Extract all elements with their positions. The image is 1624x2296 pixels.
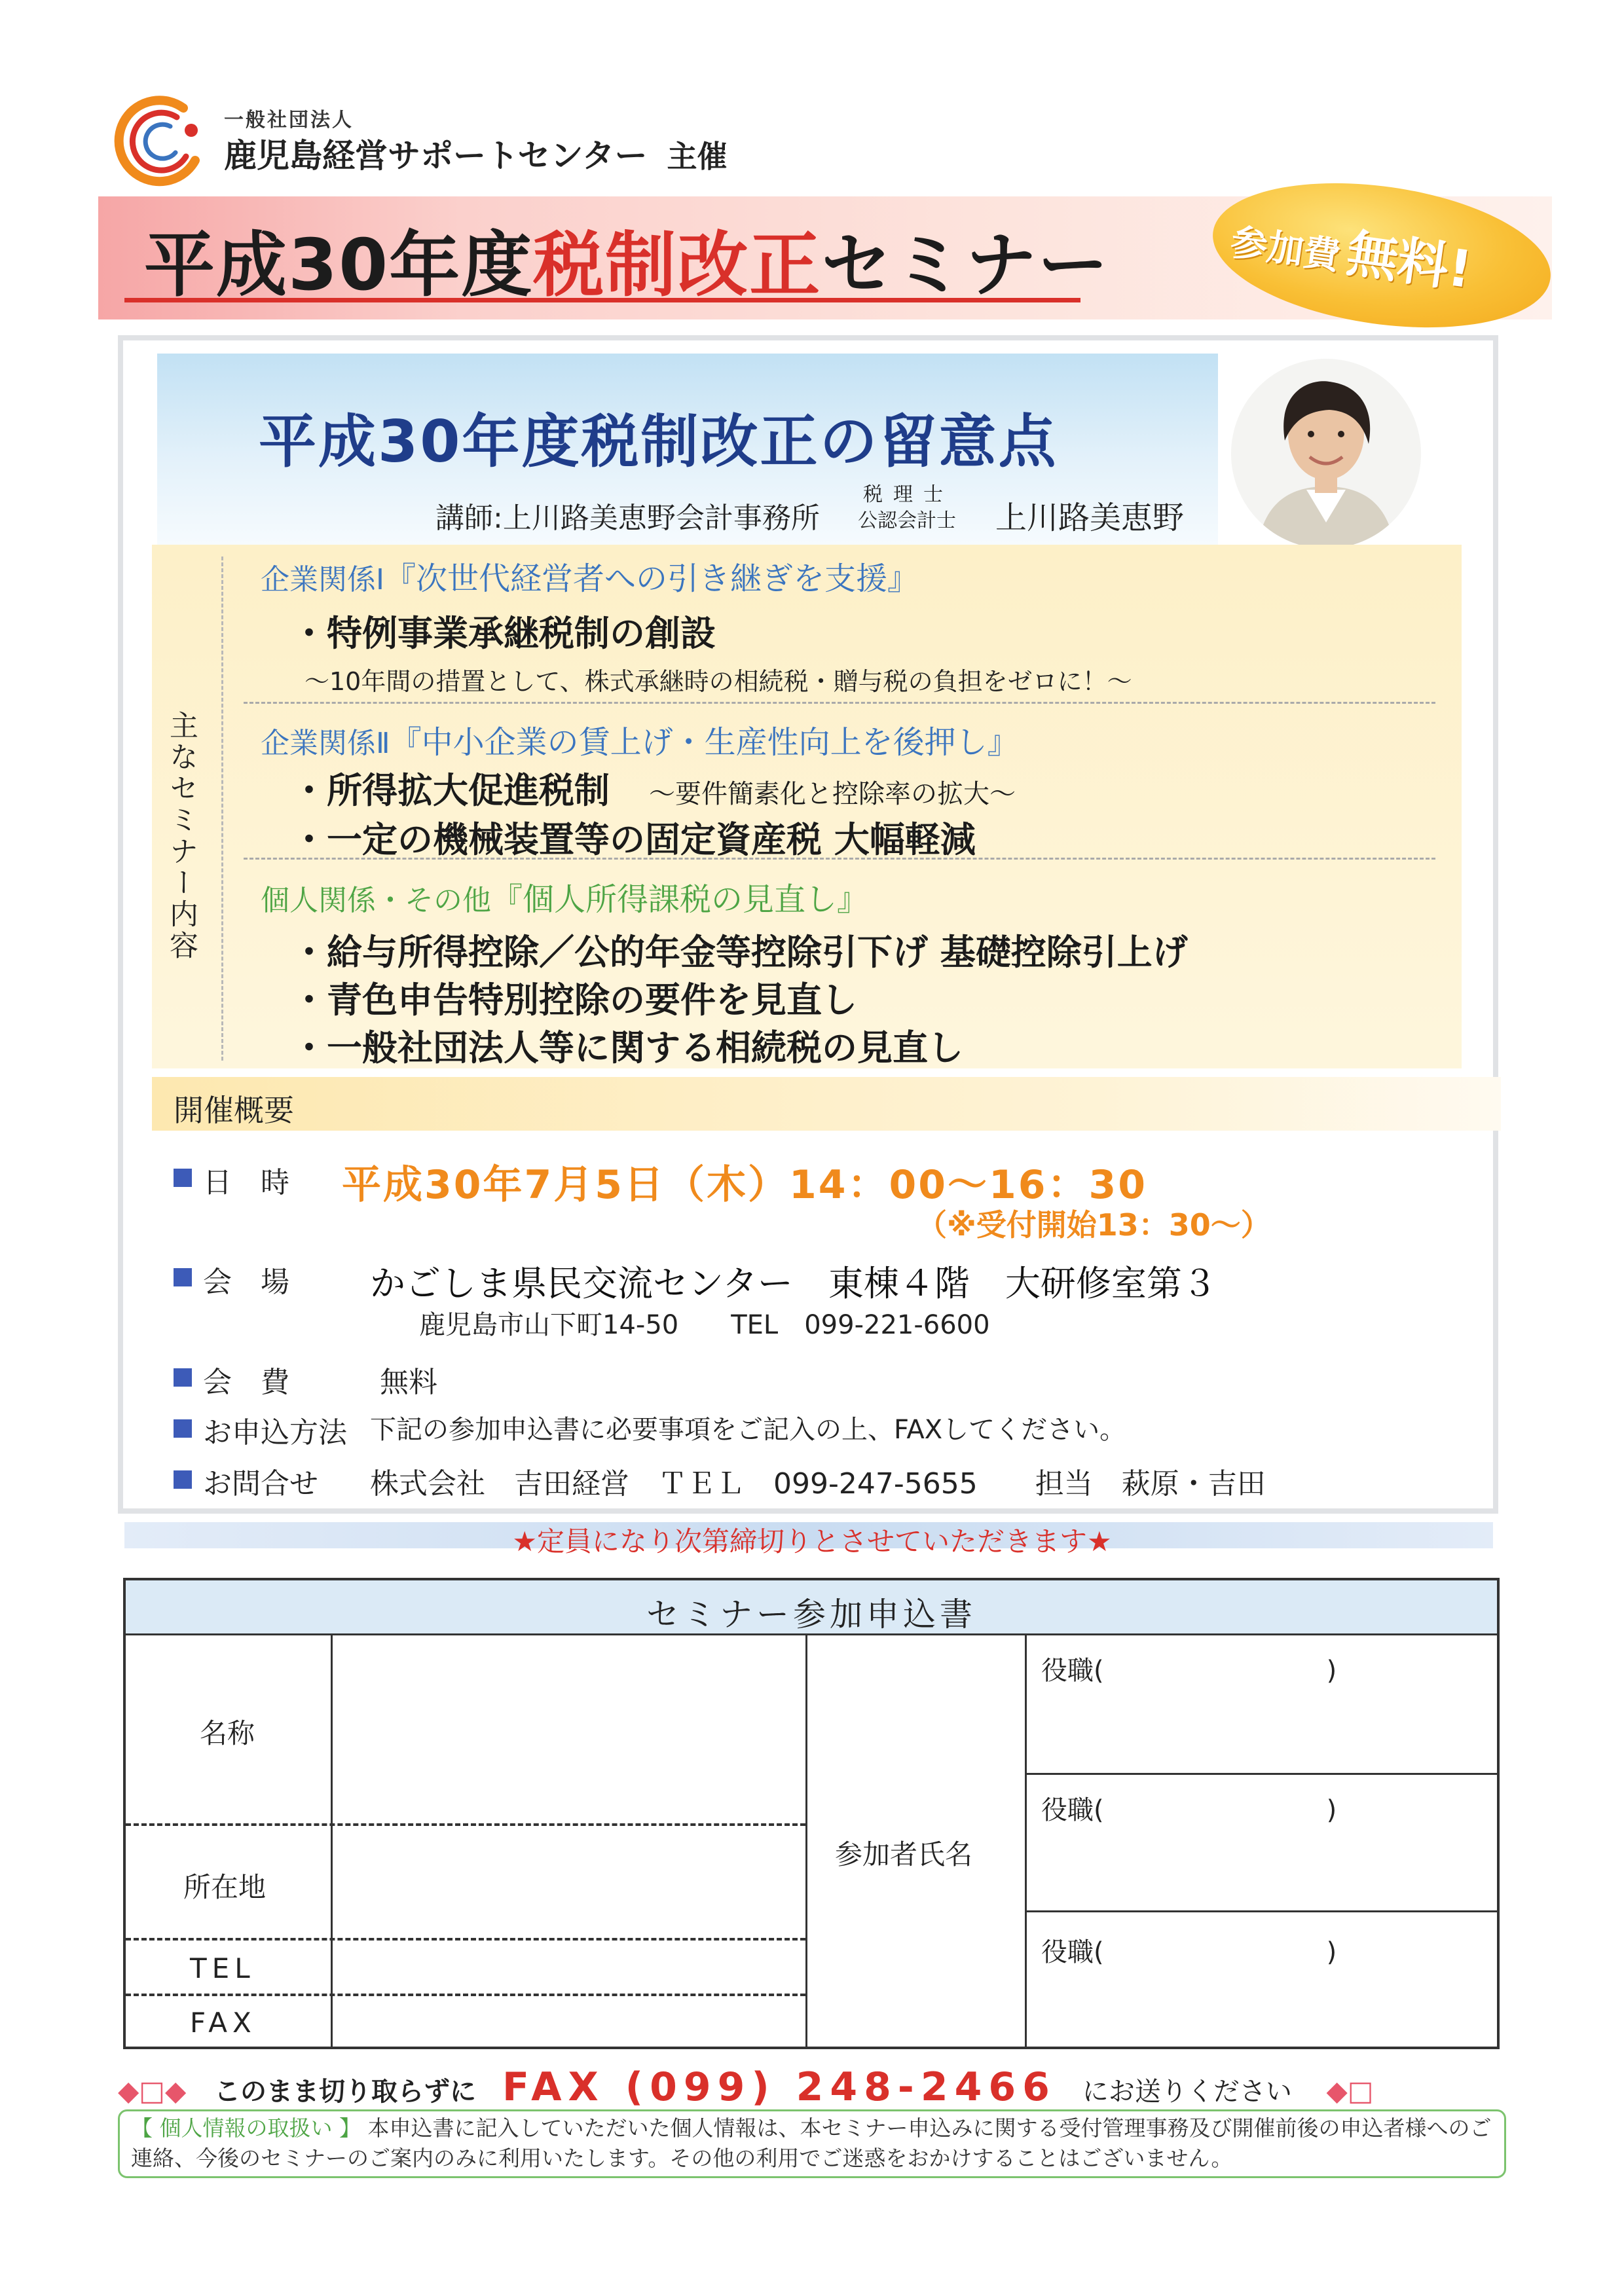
fee-badge-value: 無料! [1342, 224, 1476, 301]
application-form-title: セミナー参加申込書 [646, 1595, 976, 1633]
lecturer-name: 上川路美恵野 [995, 500, 1185, 536]
bullet-item: ・特例事業承継税制の創設 [291, 613, 716, 654]
seminar-title [144, 208, 1109, 310]
privacy-body: 本申込書に記入していただいた個人情報は、本セミナー申込みに関する受付管理事務及び開催前後の申込者様へのご連絡、今後のセミナーのご案内のみに利用いたします。その他の利用でご迷惑をおかけすることはございません。 [131, 2115, 1492, 2171]
address-field-label: 所在地 [183, 1871, 267, 1903]
form-column-divider [331, 1635, 333, 2048]
decor-mark-right: ◆□ [1326, 2075, 1374, 2107]
reception-start: （※受付開始13：30～） [917, 1207, 1271, 1243]
participant-2-role [1041, 1789, 1337, 1827]
bullet-item: ・一定の機械装置等の固定資産税 大幅軽減 [291, 819, 976, 860]
content-side-divider [221, 556, 223, 1061]
apply-method-label: お申込方法 [203, 1416, 347, 1449]
form-row-divider [126, 1938, 805, 1941]
bullet-square-icon [174, 1169, 192, 1187]
date-label: 日 時 [203, 1166, 289, 1199]
privacy-heading: 【 個人情報の取扱い 】 [131, 2115, 361, 2141]
seminar-title-suffix: セミナー [821, 225, 1110, 306]
bullet-item: ・給与所得控除／公的年金等控除引下げ 基礎控除引上げ [291, 932, 1188, 973]
role-close: ) [1326, 1795, 1337, 1825]
form-row-divider [126, 1994, 805, 1996]
bullet-item-with-note [291, 763, 1016, 813]
qualification-cpa: 公認会計士 [858, 509, 956, 532]
section-separator [244, 858, 1435, 860]
overview-bar [152, 1077, 1501, 1131]
section-quote: 『個人所得課税の見直し』 [491, 881, 869, 918]
participant-1-role [1041, 1650, 1337, 1687]
overview-heading: 開催概要 [174, 1093, 294, 1128]
organization-name: 鹿児島経営サポートセンター [224, 137, 648, 175]
participant-3-role [1041, 1931, 1337, 1969]
bullet-square-icon [174, 1268, 192, 1286]
form-row-divider [1025, 1773, 1497, 1775]
name-input-area[interactable] [334, 1638, 803, 1821]
qualification-tax-accountant: 税理士 [863, 483, 953, 506]
venue-value: かごしま県民交流センター 東棟４階 大研修室第３ [370, 1263, 1217, 1304]
fax-prefix: このまま切り取らずに [214, 2077, 477, 2107]
bullet-item: ・青色申告特別控除の要件を見直し [291, 979, 857, 1021]
fee-label: 会 費 [203, 1366, 289, 1399]
decor-mark-left: ◆□◆ [118, 2075, 187, 2107]
contact-value: 株式会社 吉田経営 ＴＥＬ 099-247-5655 担当 萩原・吉田 [370, 1467, 1266, 1501]
lecturer-photo [1231, 359, 1421, 549]
fax-field-label: FAX [190, 2007, 257, 2039]
form-row-divider [1025, 1910, 1497, 1912]
form-column-divider [1025, 1635, 1027, 2048]
topic-title: 平成30年度税制改正の留意点 [259, 408, 1058, 475]
organization-name-line [224, 130, 728, 177]
section-label: 企業関係Ⅱ [261, 727, 390, 760]
venue-address: 鹿児島市山下町14-50 TEL 099-221-6600 [419, 1310, 990, 1340]
role-close: ) [1326, 1937, 1337, 1967]
role-close: ) [1326, 1656, 1337, 1686]
section-note: ～10年間の措置として、株式承継時の相続税・贈与税の負担をゼロに！～ [304, 667, 1132, 696]
address-input-area[interactable] [334, 1827, 803, 1937]
tel-input-area[interactable] [334, 1941, 803, 1992]
bullet-square-icon [174, 1470, 192, 1489]
seminar-title-highlight: 税制改正 [533, 225, 822, 306]
bullet-item: ・一般社団法人等に関する相続税の見直し [291, 1027, 963, 1068]
section-heading-corporate-1 [261, 553, 919, 598]
deadline-notice: ★定員になり次第締切りとさせていただきます★ [512, 1525, 1112, 1558]
role-label: 役職( [1041, 1795, 1104, 1825]
participant-name-label: 参加者氏名 [835, 1838, 973, 1870]
fax-number: FAX (099) 248-2466 [502, 2064, 1056, 2110]
role-label: 役職( [1041, 1937, 1104, 1967]
bullet-square-icon [174, 1368, 192, 1387]
contact-label: お問合せ [203, 1467, 318, 1501]
section-label: 企業関係Ⅰ [261, 563, 384, 596]
bullet-square-icon [174, 1419, 192, 1438]
bullet-inline-note: ～要件簡素化と控除率の拡大～ [649, 779, 1016, 809]
section-label: 個人関係・その他 [261, 884, 491, 917]
section-separator [244, 702, 1435, 704]
bullet-item: ・所得拡大促進税制 [291, 770, 610, 811]
form-row-divider [126, 1823, 805, 1826]
venue-label: 会 場 [203, 1266, 289, 1299]
seminar-title-prefix: 平成30年度 [144, 225, 534, 306]
tel-field-label: TEL [190, 1952, 255, 1984]
fax-suffix: にお送りください [1082, 2077, 1292, 2107]
organization-logo [105, 88, 210, 193]
section-quote: 『次世代経営者への引き継ぎを支援』 [384, 560, 919, 597]
fax-input-area[interactable] [334, 1997, 803, 2047]
lecturer-office: 講師:上川路美恵野会計事務所 [435, 501, 820, 535]
role-label: 役職( [1041, 1656, 1104, 1686]
fax-instruction [118, 2064, 1506, 2110]
section-heading-corporate-2 [261, 717, 1019, 762]
privacy-notice [131, 2113, 1493, 2174]
form-column-divider [805, 1635, 807, 2048]
date-value: 平成30年7月5日（木）14：00～16：30 [342, 1162, 1147, 1208]
fee-badge-label: 参加費 [1228, 221, 1343, 279]
apply-method-value: 下記の参加申込書に必要事項をご記入の上、FAXしてください。 [370, 1415, 1126, 1445]
host-label: 主催 [667, 139, 728, 174]
section-quote: 『中小企業の賃上げ・生産性向上を後押し』 [390, 724, 1019, 761]
content-side-label: 主なセミナー内容 [164, 710, 198, 962]
name-field-label: 名称 [200, 1717, 255, 1749]
fee-value: 無料 [380, 1366, 437, 1399]
section-heading-individual [261, 874, 868, 919]
organization-type: 一般社団法人 [224, 109, 354, 132]
